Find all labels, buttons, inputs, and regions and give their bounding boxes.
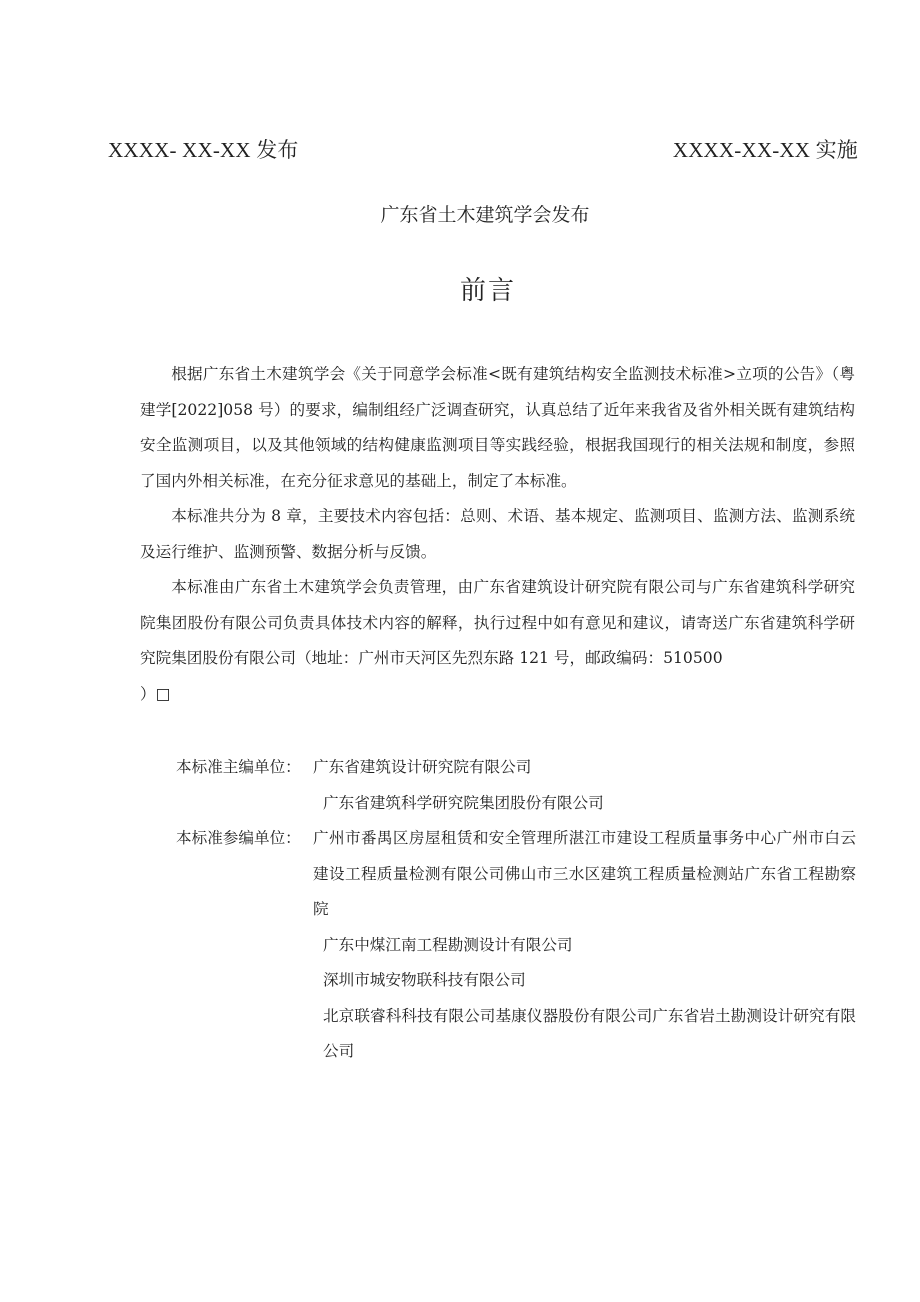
participating-unit-item: 深圳市城安物联科技有限公司 (323, 971, 526, 989)
participating-units-list (313, 821, 856, 1070)
participating-units-label: 本标准参编单位： (176, 829, 301, 847)
chief-unit-item: 广东省建筑科学研究院集团股份有限公司 (323, 793, 604, 812)
participating-unit-item: 北京联睿科科技有限公司基康仪器股份有限公司广东省岩土勘测设计研究有限公司 (323, 1006, 856, 1060)
paragraph-management: 本标准由广东省土木建筑学会负责管理，由广东省建筑设计研究院有限公司与广东省建筑科学研究院集团股份有限公司负责具体技术内容的解释，执行过程中如有意见和建议，请寄送广东省建筑科学研究院集团股份有限公司（地址：广州市天河区先烈东路 121 号，邮政编码：510500 (140, 578, 855, 667)
paragraph-basis: 根据广东省土木建筑学会《关于同意学会标准<既有建筑结构安全监测技术标准>立项的公告》（粤建学[2022]058 号）的要求，编制组经广泛调查研究，认真总结了近年来我省及省外相关既有建筑结构安全监测项目，以及其他领域的结构健康监测项目等实践经验，根据我国现行的相关法规和制度，参照了国内外相关标准，在充分征求意见的基础上，制定了本标准。 (140, 365, 855, 490)
chief-unit-item: 广东省建筑设计研究院有限公司 (313, 758, 532, 776)
chief-units-row (176, 750, 856, 821)
preface-body (140, 357, 855, 712)
paragraph-contents: 本标准共分为 8 章，主要技术内容包括：总则、术语、基本规定、监测项目、监测方法、监测系统及运行维护、监测预警、数据分析与反馈。 (140, 507, 855, 561)
participating-unit-item: 广州市番禺区房屋租赁和安全管理所湛江市建设工程质量事务中心广州市白云建设工程质量检测有限公司佛山市三水区建筑工程质量检测站广东省工程勘察院 (313, 829, 856, 918)
page-title: 前言 (459, 276, 516, 306)
participating-units-row (176, 821, 856, 1070)
publisher-line: 广东省土木建筑学会发布 (380, 204, 590, 226)
units-section (176, 750, 856, 1070)
implement-date: XXXX-XX-XX 实施 (672, 138, 858, 162)
chief-units-list (313, 750, 856, 821)
chief-units-label: 本标准主编单位： (176, 758, 301, 776)
paragraph-tail: ）□ (140, 684, 171, 703)
publish-date: XXXX- XX-XX 发布 (108, 138, 299, 162)
participating-unit-item: 广东中煤江南工程勘测设计有限公司 (323, 935, 573, 954)
